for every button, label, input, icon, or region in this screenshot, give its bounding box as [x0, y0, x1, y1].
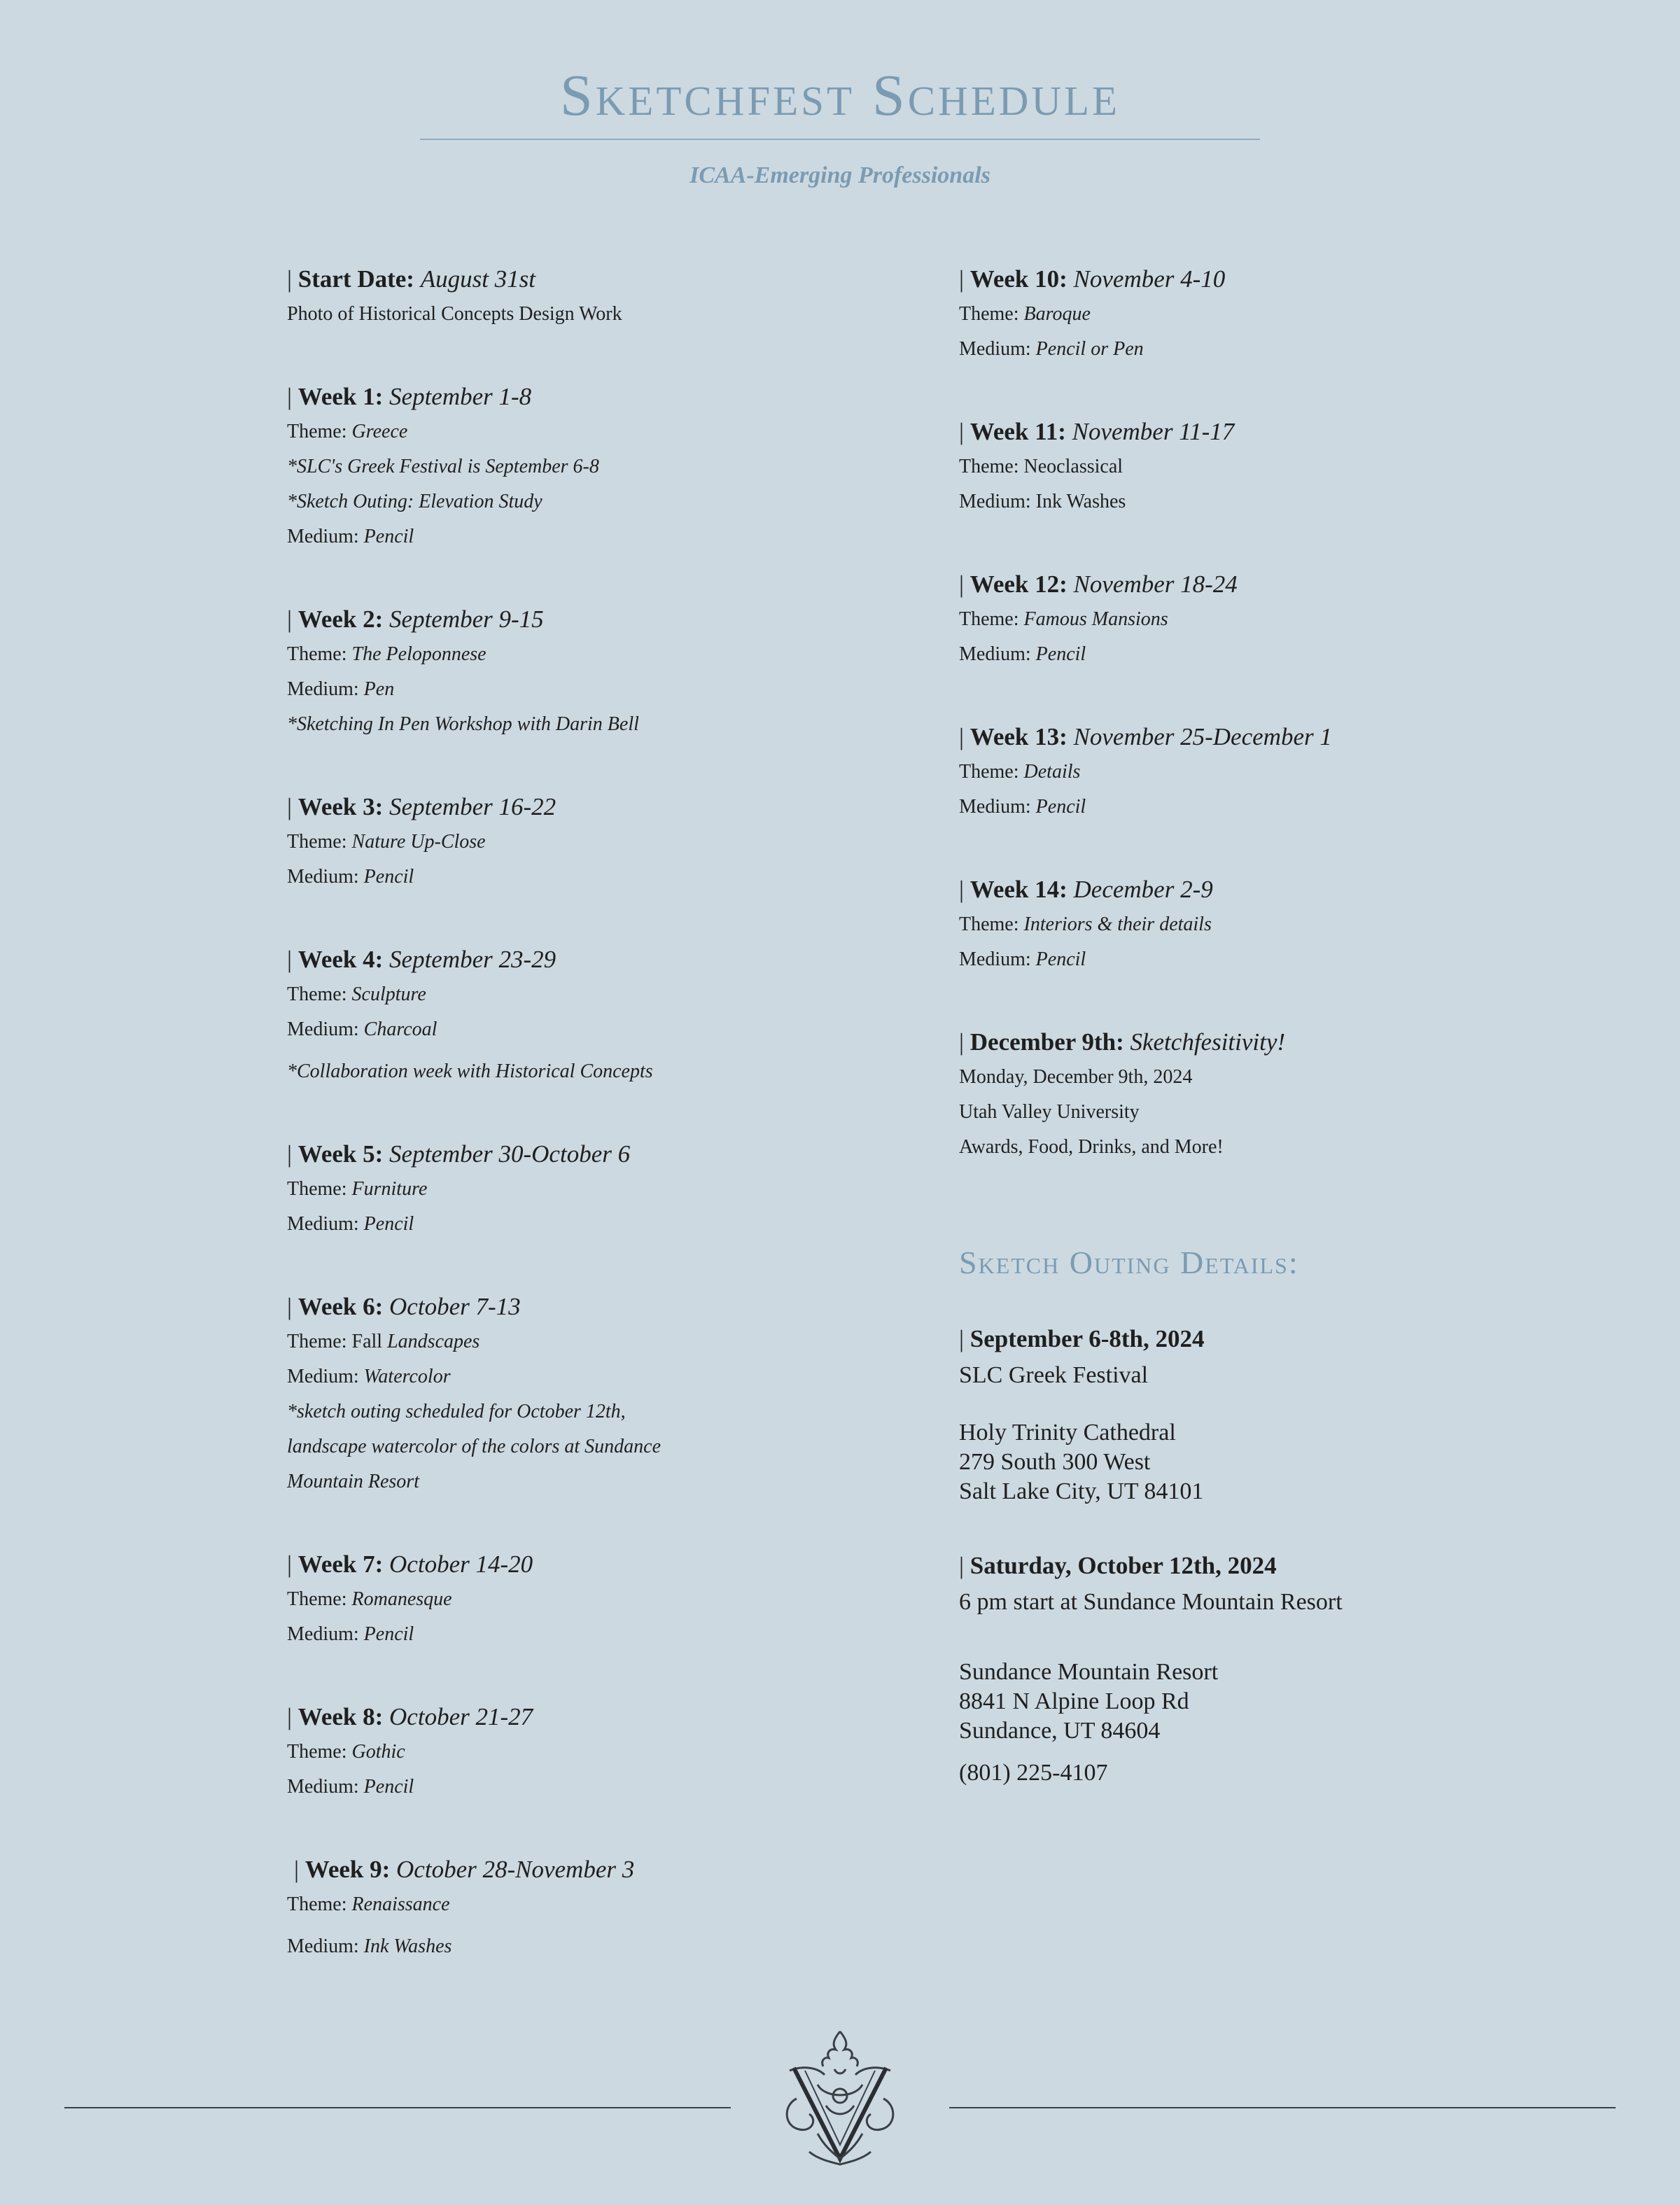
entry-key: Week 11:	[969, 418, 1066, 445]
finale-entry: | December 9th: Sketchfesitivity! Monday, December 9th, 2024 Utah Valley University Awards, Food, Drinks, and More!	[959, 1025, 1589, 1165]
note-line: Mountain Resort	[287, 1471, 419, 1492]
note-line: *Sketching In Pen Workshop with Darin Bell	[287, 713, 639, 735]
title-divider	[420, 139, 1260, 140]
entry-key: Week 13:	[969, 723, 1068, 750]
entry-line: Utah Valley University	[959, 1101, 1140, 1123]
entry-key: Week 5:	[298, 1140, 384, 1168]
schedule-left-column	[287, 262, 917, 1964]
entry-key: Week 14:	[969, 876, 1068, 903]
week-8-entry: | Week 8: October 21-27 Theme: Gothic Medium: Pencil	[287, 1700, 917, 1805]
note-line: landscape watercolor of the colors at Sundance	[287, 1436, 661, 1457]
footer-divider-left	[64, 2107, 731, 2108]
medium-line: Medium: Watercolor	[287, 1366, 451, 1387]
address-line: 279 South 300 West	[959, 1449, 1151, 1475]
entry-key: Week 10:	[969, 265, 1068, 293]
entry-key: Week 1:	[298, 383, 384, 410]
footer-divider-right	[949, 2107, 1616, 2108]
theme-line: Theme: Famous Mansions	[959, 608, 1168, 630]
week-2-entry: | Week 2: September 9-15 Theme: The Peloponnese Medium: Pen *Sketching In Pen Workshop with Darin Bell	[287, 602, 917, 742]
entry-date: September 16-22	[389, 793, 556, 820]
entry-key: Week 4:	[298, 946, 384, 973]
outing-1-entry: | September 6-8th, 2024 SLC Greek Festival Holy Trinity Cathedral 279 South 300 West Salt Lake City, UT 84101	[959, 1322, 1589, 1506]
address-line: Salt Lake City, UT 84101	[959, 1478, 1204, 1504]
theme-line: Theme: Greece	[287, 421, 408, 442]
schedule-right-column	[959, 262, 1589, 1788]
entry-key: Start Date:	[298, 265, 414, 293]
entry-date: November 4-10	[1073, 265, 1226, 293]
medium-line: Medium: Pencil	[959, 796, 1086, 818]
entry-key: Week 9:	[304, 1856, 391, 1883]
note-line: *Sketch Outing: Elevation Study	[287, 491, 542, 512]
week-5-entry: | Week 5: September 30-October 6 Theme: Furniture Medium: Pencil	[287, 1137, 917, 1242]
outing-details-heading: Sketch Outing Details:	[959, 1245, 1299, 1280]
medium-line: Medium: Pencil	[287, 526, 414, 547]
medium-line: Medium: Charcoal	[287, 1018, 438, 1040]
week-7-entry: | Week 7: October 14-20 Theme: Romanesque Medium: Pencil	[287, 1547, 917, 1652]
start-date-entry: | Start Date: August 31st Photo of Historical Concepts Design Work	[287, 262, 917, 332]
week-6-entry: | Week 6: October 7-13 Theme: Fall Landscapes Medium: Watercolor *sketch outing scheduled for October 12th, landscape watercolor of the colors at Sundance Mountain Resort	[287, 1289, 917, 1499]
entry-key: Week 2:	[298, 606, 384, 633]
page-title: Sketchfest Schedule	[559, 63, 1121, 128]
entry-date: September 9-15	[389, 606, 544, 633]
address-line: Sundance Mountain Resort	[959, 1659, 1219, 1685]
week-11-entry: | Week 11: November 11-17 Theme: Neoclassical Medium: Ink Washes	[959, 414, 1589, 519]
outing-date: September 6-8th, 2024	[969, 1325, 1205, 1352]
theme-line: Theme: Furniture	[287, 1178, 428, 1200]
address-line: Holy Trinity Cathedral	[959, 1420, 1176, 1446]
week-12-entry: | Week 12: November 18-24 Theme: Famous Mansions Medium: Pencil	[959, 567, 1589, 672]
entry-key: Week 7:	[298, 1550, 384, 1578]
theme-line: Theme: Fall Landscapes	[287, 1331, 480, 1352]
page-subtitle: ICAA-Emerging Professionals	[690, 162, 990, 188]
week-9-entry: | Week 9: October 28-November 3 Theme: Renaissance Medium: Ink Washes	[287, 1852, 917, 1964]
week-13-entry: | Week 13: November 25-December 1 Theme: Details Medium: Pencil	[959, 720, 1589, 825]
medium-line: Medium: Pencil	[287, 1623, 414, 1645]
entry-date: October 28-November 3	[396, 1856, 635, 1883]
theme-line: Theme: Interiors & their details	[959, 913, 1212, 935]
medium-line: Medium: Pencil	[287, 1213, 414, 1235]
entry-date: September 30-October 6	[389, 1140, 631, 1168]
theme-line: Theme: Sculpture	[287, 983, 426, 1005]
theme-line: Theme: Neoclassical	[959, 456, 1124, 477]
theme-line: Theme: Renaissance	[287, 1893, 450, 1915]
theme-line: Theme: The Peloponnese	[287, 643, 486, 665]
outing-2-entry: | Saturday, October 12th, 2024 6 pm start at Sundance Mountain Resort Sundance Mountain Resort 8841 N Alpine Loop Rd Sundance, UT 84604 (801) 225-4107	[959, 1548, 1589, 1788]
week-14-entry: | Week 14: December 2-9 Theme: Interiors & their details Medium: Pencil	[959, 872, 1589, 977]
theme-line: Theme: Romanesque	[287, 1588, 452, 1610]
medium-line: Medium: Pencil	[287, 1776, 414, 1798]
entry-line: Photo of Historical Concepts Design Work	[287, 303, 622, 325]
outing-event: SLC Greek Festival	[959, 1362, 1149, 1388]
entry-line: Awards, Food, Drinks, and More!	[959, 1136, 1224, 1158]
theme-line: Theme: Details	[959, 761, 1081, 783]
week-10-entry: | Week 10: November 4-10 Theme: Baroque Medium: Pencil or Pen	[959, 262, 1589, 367]
medium-line: Medium: Pen	[287, 678, 395, 700]
theme-line: Theme: Gothic	[287, 1741, 405, 1763]
phone-number: (801) 225-4107	[959, 1760, 1108, 1786]
entry-key: Week 3:	[298, 793, 384, 820]
medium-line: Medium: Pencil	[287, 866, 414, 888]
entry-key: Week 8:	[298, 1703, 384, 1730]
note-line: *Collaboration week with Historical Concepts	[287, 1060, 653, 1082]
entry-date: November 18-24	[1073, 570, 1238, 598]
entry-date: October 14-20	[389, 1550, 533, 1578]
week-3-entry: | Week 3: September 16-22 Theme: Nature Up-Close Medium: Pencil	[287, 790, 917, 895]
entry-key: Week 6:	[298, 1293, 384, 1320]
entry-date: September 23-29	[389, 946, 556, 973]
entry-date: November 11-17	[1072, 418, 1235, 445]
address-line: Sundance, UT 84604	[959, 1718, 1161, 1744]
entry-date: October 7-13	[389, 1293, 521, 1320]
entry-date: September 1-8	[389, 383, 532, 410]
entry-date: October 21-27	[389, 1703, 533, 1730]
entry-line: Monday, December 9th, 2024	[959, 1066, 1193, 1088]
medium-line: Medium: Ink Washes	[287, 1935, 452, 1957]
entry-date: Sketchfesitivity!	[1130, 1028, 1286, 1056]
outing-event: 6 pm start at Sundance Mountain Resort	[959, 1589, 1343, 1615]
entry-key: Week 12:	[969, 570, 1068, 598]
week-1-entry: | Week 1: September 1-8 Theme: Greece *SLC's Greek Festival is September 6-8 *Sketch Outing: Elevation Study Medium: Pencil	[287, 379, 917, 554]
note-line: *sketch outing scheduled for October 12th,	[287, 1401, 626, 1422]
theme-line: Theme: Nature Up-Close	[287, 831, 486, 853]
entry-date: November 25-December 1	[1073, 723, 1332, 750]
theme-line: Theme: Baroque	[959, 303, 1091, 325]
week-4-entry: | Week 4: September 23-29 Theme: Sculpture Medium: Charcoal *Collaboration week with Historical Concepts	[287, 942, 917, 1089]
address-line: 8841 N Alpine Loop Rd	[959, 1688, 1189, 1714]
note-line: *SLC's Greek Festival is September 6-8	[287, 456, 599, 477]
entry-date: August 31st	[420, 265, 536, 293]
medium-line: Medium: Pencil	[959, 948, 1086, 970]
entry-date: December 2-9	[1073, 876, 1213, 903]
medium-line: Medium: Pencil	[959, 643, 1086, 665]
medium-line: Medium: Ink Washes	[959, 491, 1126, 512]
entry-key: December 9th:	[969, 1028, 1124, 1056]
outing-date: Saturday, October 12th, 2024	[969, 1552, 1277, 1579]
monogram-logo-icon	[776, 2029, 904, 2169]
medium-line: Medium: Pencil or Pen	[959, 338, 1144, 360]
